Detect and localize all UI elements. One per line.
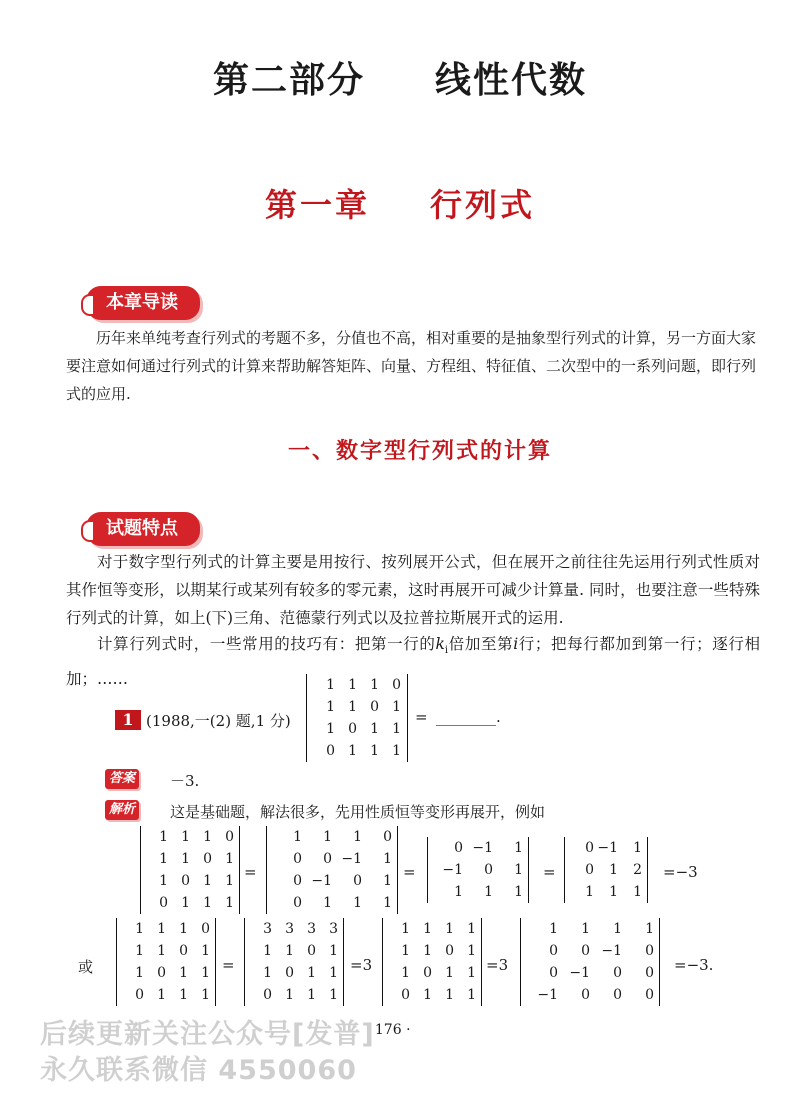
eq-2: = [403,863,416,881]
analysis-det-1 [140,826,240,914]
question-equals: = [415,708,428,726]
matrix-cell: 0 [348,721,357,737]
matrix-cell: 0 [225,829,234,845]
matrix-cell: 0 [201,921,210,937]
matrix-cell: 1 [329,943,338,959]
matrix-cell: 2 [633,862,642,878]
matrix-cell: 0 [285,965,294,981]
matrix-cell: 1 [157,987,166,1003]
matrix-cell: 1 [423,987,432,1003]
matrix-cell: 1 [401,921,410,937]
matrix-cell: 1 [613,921,622,937]
matrix-cell: 1 [157,943,166,959]
analysis-matrix-7 [388,918,476,1006]
features-paragraph-2 [66,630,760,693]
matrix-cell: 1 [203,873,212,889]
matrix-cell: 1 [307,987,316,1003]
matrix-cell: 1 [392,721,401,737]
matrix-cell: 1 [203,895,212,911]
part-title [0,52,800,103]
matrix-cell: 3 [285,921,294,937]
features-p2-text-b: 倍加至第 [448,635,514,653]
matrix-cell: 0 [135,987,144,1003]
matrix-cell: 1 [329,987,338,1003]
matrix-cell: 0 [613,987,622,1003]
analysis-matrix-3 [433,837,523,903]
matrix-cell: 0 [645,987,654,1003]
analysis-text: 这是基础题，解法很多，先用性质恒等变形再展开，例如 [170,803,546,821]
matrix-cell: 0 [383,829,392,845]
matrix-cell: 1 [514,884,523,900]
matrix-cell: 0 [370,699,379,715]
matrix-cell: 1 [348,677,357,693]
matrix-cell: 1 [159,851,168,867]
matrix-cell: 0 [581,943,590,959]
page-number: · 176 · [366,1022,411,1038]
matrix-cell: −1 [341,851,362,867]
matrix-cell: 1 [225,873,234,889]
matrix-cell: 0 [181,873,190,889]
matrix-cell: 0 [203,851,212,867]
matrix-cell: −1 [311,873,332,889]
eq-3: = [543,863,556,881]
analysis-matrix-4 [570,837,642,903]
features-p2-text-c: 行；把每行都加到第一行；逐行相加；…… [66,635,760,689]
eq-1: = [244,863,257,881]
analysis-matrix-6 [250,918,338,1006]
features-p2-i: i [513,635,519,653]
matrix-cell: 1 [181,895,190,911]
matrix-cell: 1 [445,921,454,937]
matrix-cell: 0 [179,943,188,959]
features-p2-k-sub: i [444,645,449,657]
matrix-cell: 0 [581,987,590,1003]
matrix-cell: 1 [549,921,558,937]
matrix-cell: 1 [392,699,401,715]
analysis-matrix-8 [526,918,654,1006]
matrix-cell: −1 [569,965,590,981]
question-blank: ________. [436,708,501,726]
chapter-title [0,180,800,226]
matrix-cell: 1 [445,987,454,1003]
matrix-cell: 1 [157,921,166,937]
matrix-cell: 3 [329,921,338,937]
matrix-cell: 0 [293,873,302,889]
result-2: =−3. [674,956,714,974]
matrix-cell: 1 [159,873,168,889]
matrix-cell: 1 [348,743,357,759]
matrix-cell: 1 [401,943,410,959]
matrix-cell: 1 [609,862,618,878]
part-title-left: 第二部分 [212,60,365,101]
matrix-cell: 1 [135,943,144,959]
matrix-cell: 0 [445,943,454,959]
answer-value: －3. [170,772,200,790]
matrix-cell: 0 [293,895,302,911]
matrix-cell: 1 [181,851,190,867]
matrix-cell: 0 [423,965,432,981]
matrix-cell: 1 [323,895,332,911]
tag-chapter-intro [86,286,200,320]
chapter-title-left: 第一章 [264,186,370,224]
watermark-line-2: 永久联系微信 4550060 [40,1055,357,1086]
matrix-cell: −1 [597,840,618,856]
matrix-cell: 1 [383,851,392,867]
matrix-cell: 1 [609,884,618,900]
part-title-right: 线性代数 [435,60,588,101]
matrix-cell: 1 [326,699,335,715]
matrix-cell: 0 [157,965,166,981]
matrix-cell: 1 [323,829,332,845]
matrix-cell: 1 [514,862,523,878]
matrix-cell: 1 [467,943,476,959]
matrix-cell: 1 [225,895,234,911]
features-p2-k: k [435,635,445,653]
analysis-det-3 [427,837,529,903]
coef-2: =3 [486,956,509,974]
matrix-cell: 1 [467,965,476,981]
matrix-cell: 1 [285,943,294,959]
matrix-cell: 1 [263,943,272,959]
matrix-cell: 1 [201,965,210,981]
matrix-cell: 1 [445,965,454,981]
analysis-matrix-5 [122,918,210,1006]
matrix-cell: 0 [549,943,558,959]
matrix-cell: 1 [263,965,272,981]
matrix-cell: 0 [585,840,594,856]
or-label: 或 [78,958,94,976]
matrix-cell: 1 [179,987,188,1003]
tag-features [86,512,200,546]
analysis-det-7 [382,918,482,1006]
analysis-det-2 [266,826,398,914]
matrix-cell: 1 [135,965,144,981]
matrix-cell: 1 [179,965,188,981]
matrix-cell: 0 [613,965,622,981]
watermark-line-1: 后续更新关注公众号[发普] [40,1019,375,1050]
matrix-cell: 0 [293,851,302,867]
matrix-cell: 1 [370,721,379,737]
tag-features-label: 试题特点 [106,518,178,539]
matrix-cell: 1 [383,895,392,911]
matrix-cell: 1 [423,921,432,937]
analysis-det-8 [520,918,660,1006]
matrix-cell: 1 [307,965,316,981]
matrix-cell: 0 [263,987,272,1003]
matrix-cell: 1 [329,965,338,981]
eq-4: = [222,956,235,974]
matrix-cell: −1 [601,943,622,959]
matrix-cell: 0 [353,873,362,889]
matrix-cell: 1 [201,987,210,1003]
matrix-cell: 1 [203,829,212,845]
matrix-cell: 1 [633,884,642,900]
matrix-cell: 1 [581,921,590,937]
matrix-cell: 0 [645,943,654,959]
question-determinant [306,674,408,762]
matrix-cell: 0 [549,965,558,981]
matrix-cell: 0 [323,851,332,867]
matrix-cell: 1 [514,840,523,856]
question-source: (1988,一(2) 题,1 分) [146,712,291,730]
matrix-cell: −1 [442,862,463,878]
matrix-cell: 1 [179,921,188,937]
matrix-cell: 1 [370,743,379,759]
matrix-cell: 1 [585,884,594,900]
chapter-title-right: 行列式 [430,186,536,224]
matrix-cell: 1 [383,873,392,889]
matrix-cell: 0 [484,862,493,878]
matrix-cell: 1 [645,921,654,937]
analysis-det-5 [116,918,216,1006]
intro-paragraph: 历年来单纯考查行列式的考题不多，分值也不高，相对重要的是抽象型行列式的计算，另一方面大家要注意如何通过行列式的计算来帮助解答矩阵、向量、方程组、特征值、二次型中的一系列问题，即行列式的应用. [66,329,757,403]
matrix-cell: 0 [585,862,594,878]
analysis-matrix-1 [146,826,234,914]
matrix-cell: 1 [135,921,144,937]
matrix-cell: 1 [326,677,335,693]
matrix-cell: 1 [370,677,379,693]
matrix-cell: 1 [401,965,410,981]
matrix-cell: 3 [263,921,272,937]
matrix-cell: 0 [454,840,463,856]
matrix-cell: 1 [225,851,234,867]
matrix-cell: 1 [293,829,302,845]
features-p2-text-a: 计算行列式时，一些常用的技巧有：把第一行的 [97,635,436,653]
coef-1: =3 [350,956,373,974]
matrix-cell: 0 [159,895,168,911]
matrix-cell: 1 [423,943,432,959]
question-number-badge: 1 [115,710,141,730]
matrix-cell: 3 [307,921,316,937]
matrix-cell: 1 [353,895,362,911]
question-matrix [313,674,401,762]
matrix-cell: 1 [159,829,168,845]
matrix-cell: 1 [392,743,401,759]
matrix-cell: 1 [454,884,463,900]
matrix-cell: 0 [392,677,401,693]
matrix-cell: 1 [467,987,476,1003]
analysis-matrix-2 [272,826,392,914]
matrix-cell: −1 [537,987,558,1003]
matrix-cell: 0 [401,987,410,1003]
tag-chapter-intro-label: 本章导读 [106,292,178,313]
matrix-cell: 1 [181,829,190,845]
matrix-cell: 1 [326,721,335,737]
matrix-cell: 1 [467,921,476,937]
matrix-cell: 1 [348,699,357,715]
analysis-det-6 [244,918,344,1006]
matrix-cell: 0 [645,965,654,981]
matrix-cell: 1 [633,840,642,856]
matrix-cell: 0 [307,943,316,959]
matrix-cell: 1 [484,884,493,900]
matrix-cell: −1 [472,840,493,856]
matrix-cell: 1 [201,943,210,959]
result-1: =−3 [663,863,698,881]
matrix-cell: 0 [326,743,335,759]
section-title: 一、数字型行列式的计算 [287,438,552,464]
analysis-label: 解析 [105,800,139,820]
matrix-cell: 1 [353,829,362,845]
answer-label: 答案 [105,769,139,789]
analysis-det-4 [564,837,648,903]
features-paragraph-1: 对于数字型行列式的计算主要是用按行、按列展开公式，但在展开之前往往先运用行列式性质对其作恒等变形，以期某行或某列有较多的零元素，这时再展开可减少计算量. 同时，也要注意一些特殊行列式的计算，如上(下)三角、范德蒙行列式以及拉普拉斯展开式的运用. [66,553,760,627]
matrix-cell: 1 [285,987,294,1003]
